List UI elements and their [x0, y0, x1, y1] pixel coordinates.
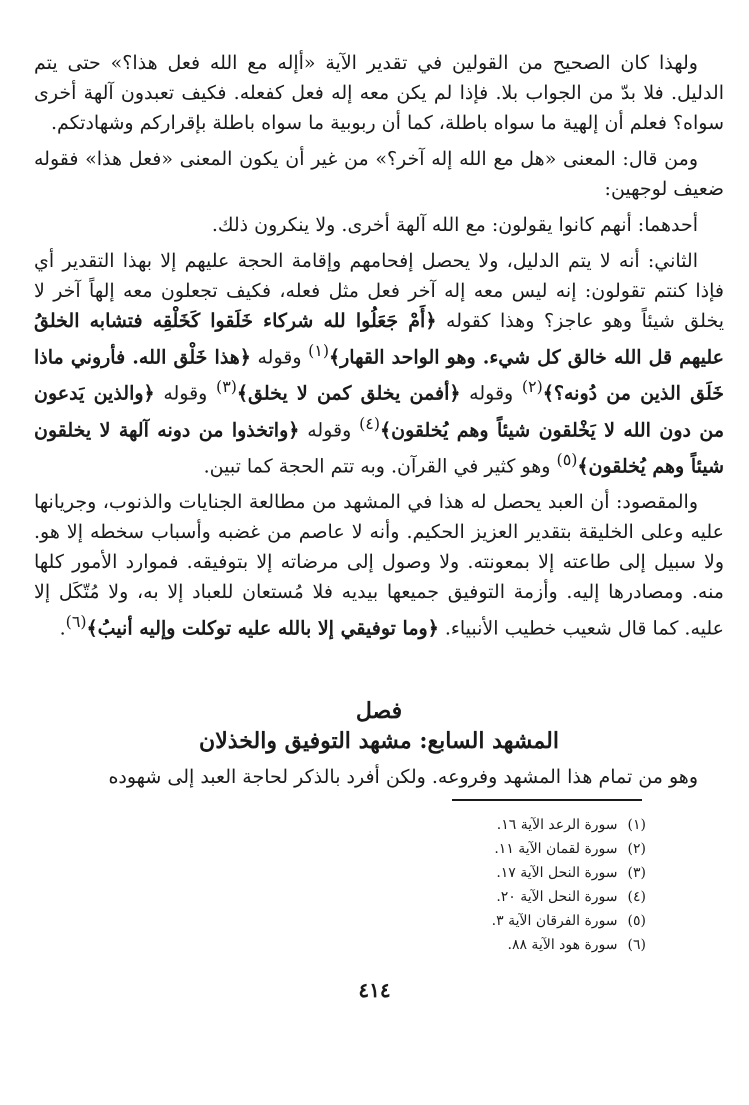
- quran-quote: ﴿هذا خَلْق الله. فأروني ماذا خَلَق الذين من دُونه؟﴾: [34, 346, 725, 405]
- footnote-number: (٢): [627, 841, 646, 857]
- quran-quote: ﴿أَمْ جَعَلُوا لله شركاء خَلَقوا كَخَلْقِه فتشابه الخلقُ عليهم قل الله خالق كل شيء. وهو الواحد القهار﴾: [34, 310, 725, 369]
- quran-quote: ﴿أفمن يخلق كمن لا يخلق﴾: [236, 382, 461, 405]
- footnote-number: (٦): [627, 937, 646, 953]
- footnote-divider: [452, 799, 642, 801]
- paragraph-4-text: وقوله: [163, 382, 208, 405]
- footnote-text: سورة النحل الآية ١٧.: [496, 865, 618, 881]
- footnotes-list: [386, 813, 646, 957]
- footnote-ref: (٦): [65, 612, 87, 632]
- footnote-item: [386, 861, 646, 885]
- footnote-number: (١): [627, 817, 646, 833]
- footnote-text: سورة النحل الآية ٢٠.: [496, 889, 618, 905]
- quran-quote: ﴿واتخذوا من دونه آلهة لا يخلقون شيئاً وهم يُخلقون﴾: [34, 418, 724, 478]
- paragraph-4-text: وقوله: [469, 382, 514, 405]
- paragraph-5: [34, 487, 724, 643]
- page-number: ٤١٤: [358, 978, 391, 1002]
- footnote-number: (٤): [627, 889, 646, 905]
- footnote-text: سورة لقمان الآية ١١.: [494, 841, 618, 857]
- footnote-text: سورة الفرقان الآية ٣.: [491, 913, 618, 929]
- footnote-item: [386, 933, 646, 957]
- footnote-item: [386, 909, 646, 933]
- footnote-item: [386, 813, 646, 837]
- paragraph-2: ومن قال: المعنى «هل مع الله إله آخر؟» من غير أن يكون المعنى «فعل هذا» فقوله ضعيف لوجهين:: [34, 148, 724, 200]
- footnote-number: (٥): [627, 913, 646, 929]
- section-label: فصل: [355, 698, 403, 724]
- paragraph-4: [34, 246, 724, 481]
- paragraph-5-end: .: [59, 617, 66, 640]
- quran-quote: ﴿والذين يَدعون من دون الله لا يَخْلقون شيئاً وهم يُخلقون﴾: [34, 382, 724, 441]
- paragraph-1: ولهذا كان الصحيح من القولين في تقدير الآية «أإله مع الله فعل هذا؟» حتى يتم الدليل. فلا بدّ من الجواب بلا. فإذا لم يكن معه إله فعل كفعله. فكيف تعبدون آلهة أخرى سواه؟ فعلم أن إلهية ما سواه باطلة، كما أن ربوبية ما سواه باطلة بإقراركم وشهادتكم.: [34, 52, 724, 134]
- footnote-item: [386, 837, 646, 861]
- footnote-text: سورة هود الآية ٨٨.: [507, 937, 618, 953]
- footnote-ref: (١): [308, 341, 329, 360]
- footnote-text: سورة الرعد الآية ١٦.: [496, 817, 618, 833]
- paragraph-4-text: وقوله: [307, 418, 352, 441]
- quran-quote: ﴿وما توفيقي إلا بالله عليه توكلت وإليه أنيبُ﴾: [86, 617, 439, 640]
- footnote-ref: (٢): [521, 377, 543, 397]
- footnote-ref: (٤): [359, 413, 380, 433]
- paragraph-3: أحدهما: أنهم كانوا يقولون: مع الله آلهة أخرى. ولا ينكرون ذلك.: [211, 214, 698, 236]
- paragraph-5-text: والمقصود: أن العبد يحصل له هذا في المشهد من مطالعة الجنايات والذنوب، وجريانها عليه وعلى الخليقة بتقدير العزيز الحكيم. وأنه لا عاصم من غضبه وأسباب سخطه إلا هو. ولا سبيل إلى طاعته إلا بمعونته. ولا وصول إلى مرضاته إلا بتوفيقه. فموارد الأمور كلها منه. ومصادرها إليه. وأزمة التوفيق جميعها بيديه فلا مُستعان للعباد إلا به، ولا مُتّكَل إلا عليه. كما قال شعيب خطيب الأنبياء.: [34, 491, 724, 640]
- paragraph-4-text: وهو كثير في القرآن. وبه تتم الحجة كما تبين.: [203, 455, 551, 478]
- main-text: [34, 48, 724, 650]
- footnote-ref: (٣): [216, 377, 237, 397]
- paragraph-4-text: الثاني: أنه لا يتم الدليل، ولا يحصل إفحامهم وإقامة الحجة عليهم إلا بهذا التقدير أي فإذا كنتم تقولون: إنه ليس معه إله آخر فعل مثل فعله، فكيف تجعلون معه إلهاً آخر لا يخلق شيئاً وهو عاجز؟ وهذا كقوله: [34, 250, 724, 332]
- paragraph-4-text: وقوله: [257, 346, 302, 369]
- footnote-ref: (٥): [556, 449, 578, 469]
- footnote-number: (٣): [627, 865, 646, 881]
- section-title: المشهد السابع: مشهد التوفيق والخذلان: [199, 728, 559, 754]
- section-first-line: وهو من تمام هذا المشهد وفروعه. ولكن أفرد بالذكر لحاجة العبد إلى شهوده: [108, 766, 698, 788]
- footnote-item: [386, 885, 646, 909]
